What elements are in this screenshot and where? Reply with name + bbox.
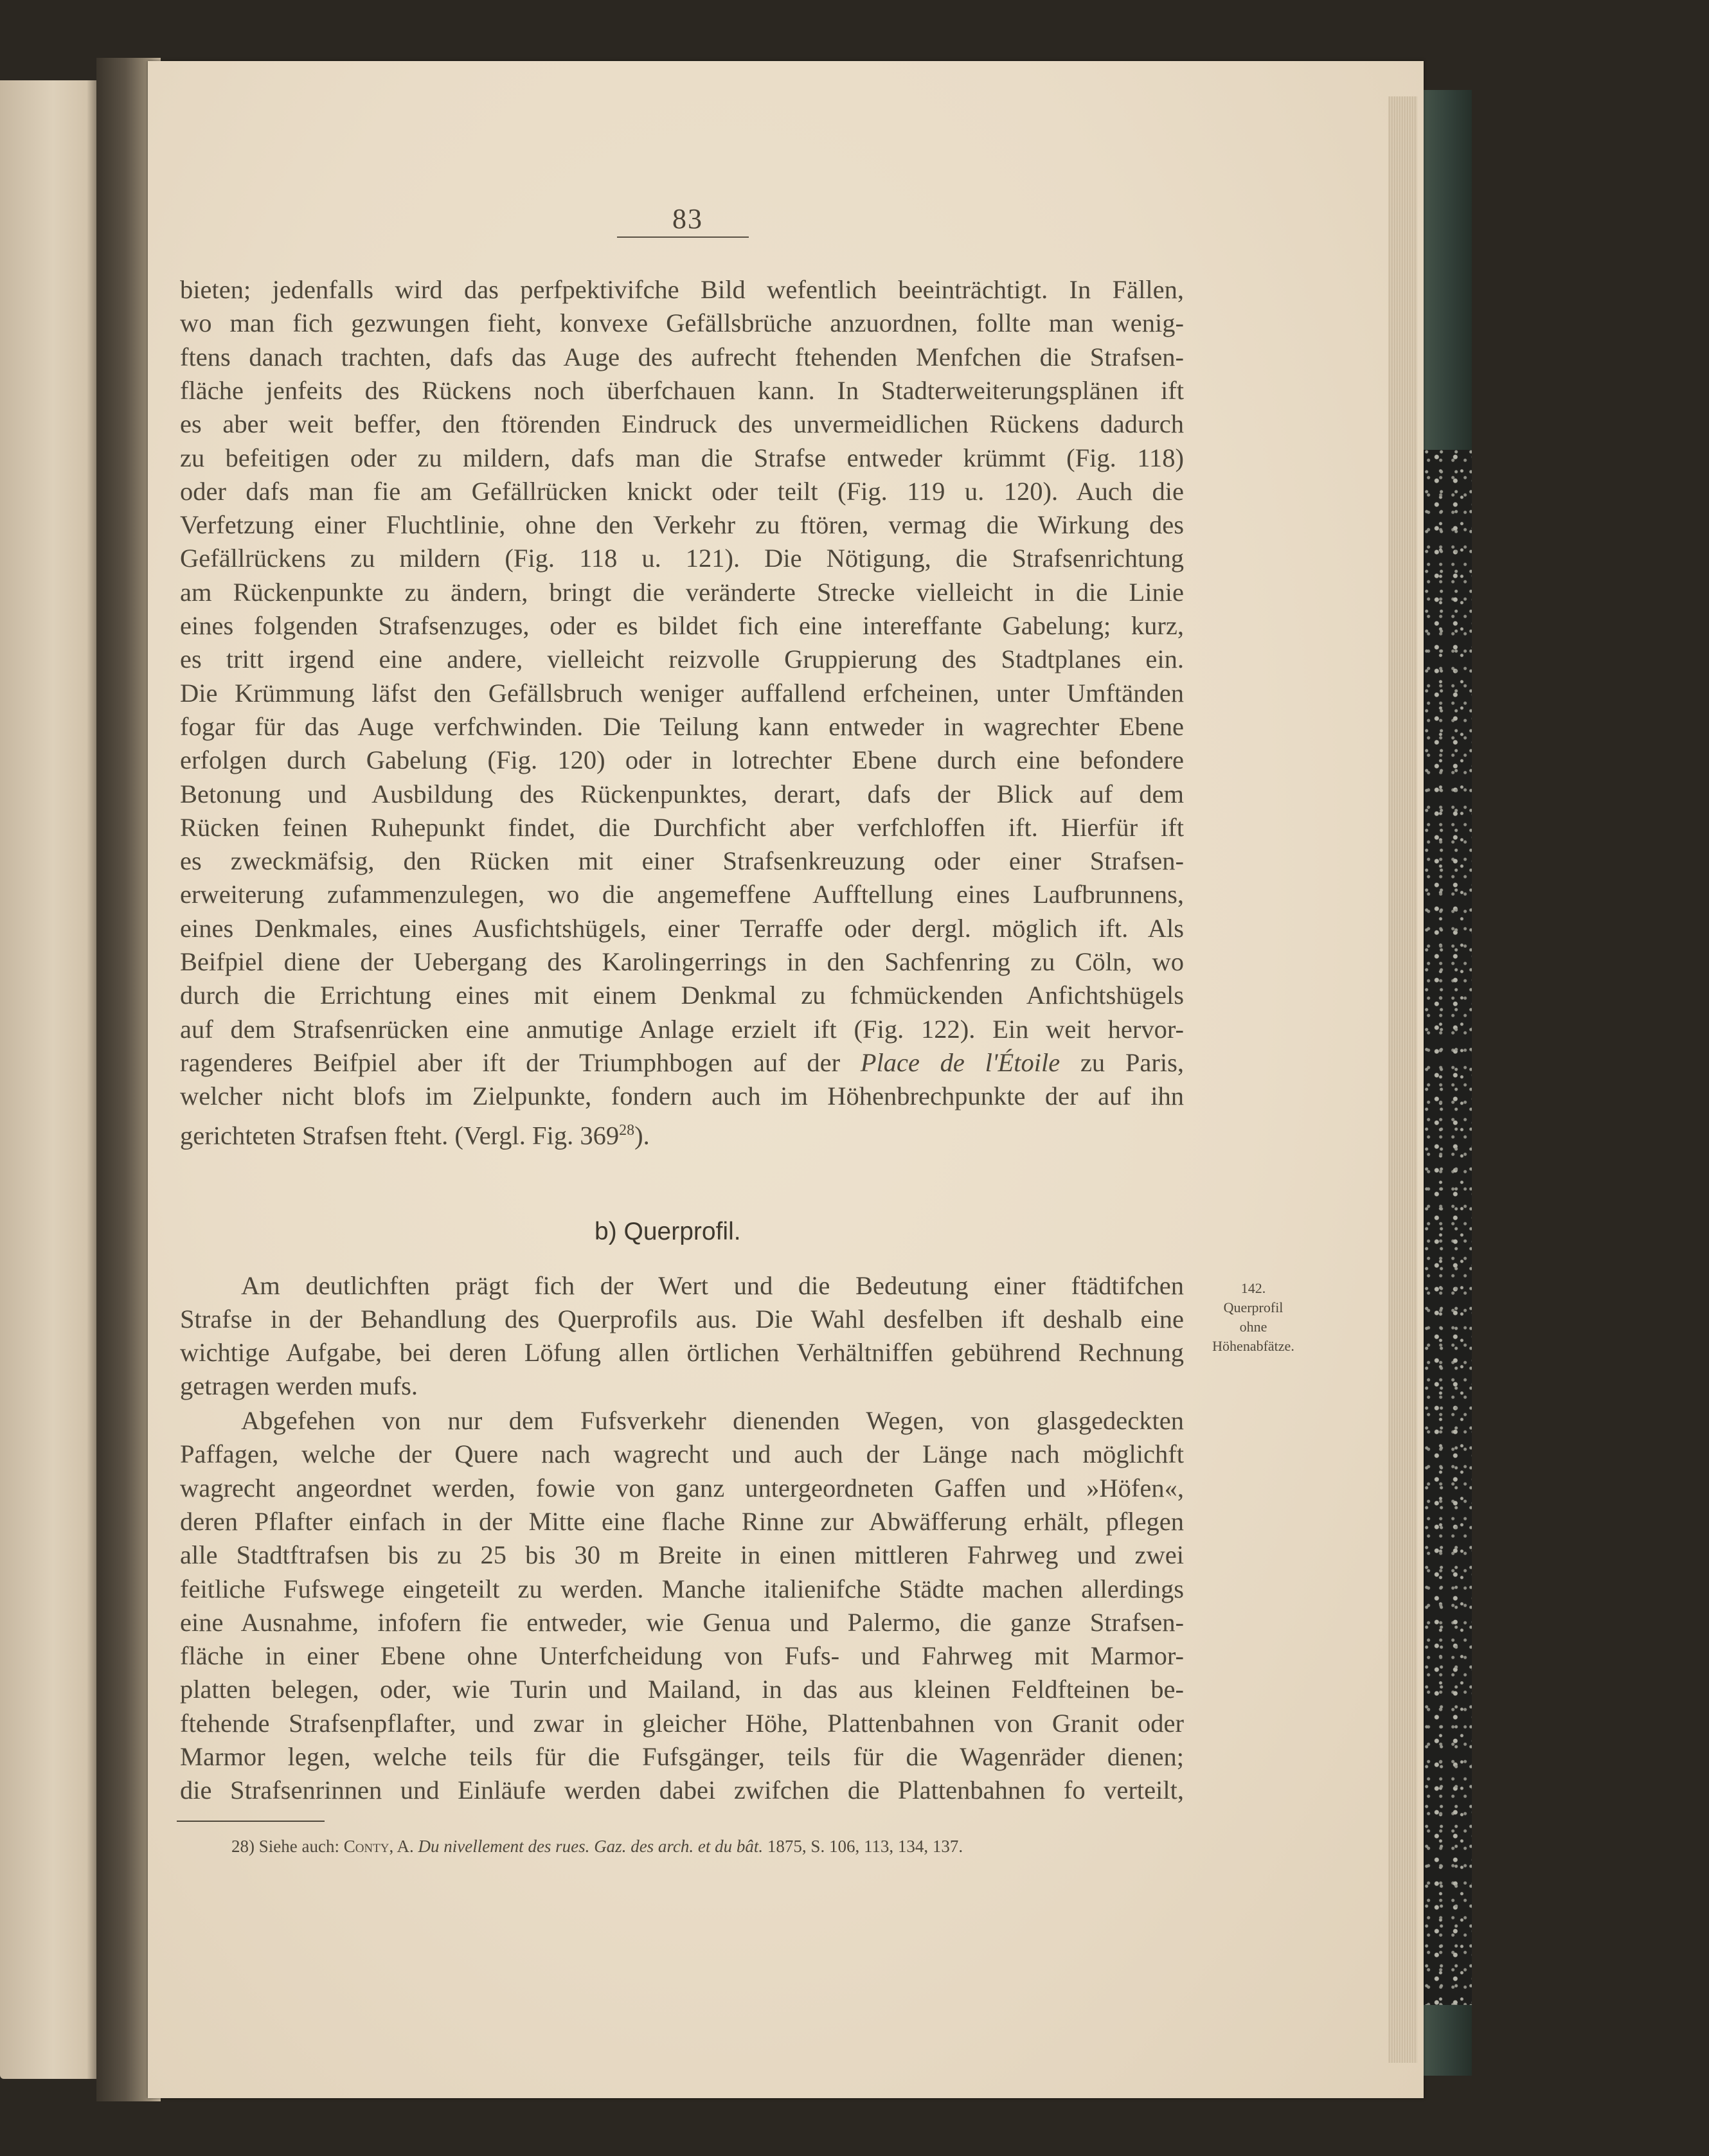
text-line: am Rückenpunkte zu ändern, bringt die veränderte Strecke vielleicht in die Linie — [180, 577, 1184, 607]
text-line: Die Krümmung läfst den Gefällsbruch weniger auffallend erfcheinen, unter Umftänden — [180, 678, 1184, 708]
text-line: Beifpiel diene der Uebergang des Karolingerrings in den Sachfenring zu Cöln, wo — [180, 947, 1184, 976]
text-line: fogar für das Auge verfchwinden. Die Teilung kann entweder in wagrechter Ebene — [180, 711, 1184, 741]
sidenote-line: Querprofil — [1223, 1299, 1284, 1315]
text-line: getragen werden mufs. — [180, 1371, 418, 1400]
text-line: Strafse in der Behandlung des Querprofils aus. Die Wahl desfelben ift deshalb eine — [180, 1305, 1184, 1333]
text-line: Rücken feinen Ruhepunkt findet, die Durchficht aber verfchloffen ift. Hierfür ift — [180, 812, 1184, 842]
text-line: fläche in einer Ebene ohne Unterfcheidung von Fufs- und Fahrweg mit Marmor- — [180, 1641, 1184, 1671]
text-line: es aber weit beffer, den ftörenden Eindruck des unvermeidlichen Rückens dadurch — [180, 409, 1184, 439]
text-line: platten belegen, oder, wie Turin und Mailand, in das aus kleinen Feldfteinen be- — [180, 1675, 1184, 1704]
text-line-with-footnote-ref — [180, 1114, 1184, 1150]
sidenote-line: Höhenabfätze. — [1212, 1338, 1294, 1354]
sidenote-line: ohne — [1239, 1319, 1267, 1335]
text-line: wo man fich gezwungen fieht, konvexe Gefällsbrüche anzuordnen, follte man wenig- — [180, 308, 1184, 338]
text-span: gerichteten Strafsen fteht. (Vergl. Fig. 369 — [180, 1121, 620, 1150]
text-span: ). — [634, 1121, 650, 1150]
text-line: Verfetzung einer Fluchtlinie, ohne den Verkehr zu ftören, vermag die Wirkung des — [180, 510, 1184, 540]
footnote-mark: 28) Siehe auch: — [231, 1837, 344, 1856]
text-line: Am deutlichften prägt fich der Wert und die Bedeutung einer ftädtifchen — [241, 1271, 1184, 1300]
text-line: eines folgenden Strafsenzuges, oder es bildet fich eine intereffante Gabelung; kurz, — [180, 611, 1184, 640]
text-line: Abgefehen von nur dem Fufsverkehr dienenden Wegen, von glasgedeckten — [241, 1406, 1184, 1435]
text-span: ragenderes Beifpiel aber ift der Triumphbogen auf der — [180, 1047, 861, 1077]
footnote-title: Du nivellement des rues. — [413, 1837, 590, 1856]
text-line: erweiterung zufammenzulegen, wo die angemeffene Aufftellung eines Laufbrunnens, — [180, 880, 1184, 909]
text-line: eines Denkmales, eines Ausfichtshügels, einer Terraffe oder dergl. möglich ift. Als — [180, 913, 1184, 943]
text-line: eine Ausnahme, infofern fie entweder, wie Genua und Palermo, die ganze Strafsen- — [180, 1607, 1184, 1637]
text-line: welcher nicht blofs im Zielpunkte, fondern auch im Höhenbrechpunkte der auf ihn — [180, 1082, 1184, 1111]
footnote-journal: Gaz. des arch. et du bât. — [589, 1837, 764, 1856]
page-number: 83 — [672, 203, 703, 235]
text-line: Betonung und Ausbildung des Rückenpunktes, derart, dafs der Blick auf dem — [180, 779, 1184, 808]
marbled-cover-paper — [1424, 450, 1472, 2005]
text-line: wagrecht angeordnet werden, fowie von ganz untergeordneten Gaffen und »Höfen«, — [180, 1473, 1184, 1502]
text-line: erfolgen durch Gabelung (Fig. 120) oder in lotrechter Ebene durch eine befondere — [180, 745, 1184, 775]
text-line: deren Pflafter einfach in der Mitte eine flache Rinne zur Abwäfferung erhält, pflegen — [180, 1506, 1184, 1536]
text-line: es tritt irgend eine andere, vielleicht reizvolle Gruppierung des Stadtplanes ein. — [180, 645, 1184, 674]
footnote-rule — [177, 1821, 325, 1822]
text-line: feitliche Fufswege eingeteilt zu werden. Manche italienifche Städte machen allerdings — [180, 1574, 1184, 1603]
footnote-reference: 28 — [619, 1121, 635, 1139]
text-line: durch die Errichtung eines mit einem Denkmal zu fchmückenden Anfichtshügels — [180, 981, 1184, 1010]
footnote-author: Conty, A. — [343, 1837, 414, 1856]
left-page-edge — [0, 80, 96, 2079]
text-line: es zweckmäfsig, den Rücken mit einer Strafsenkreuzung oder einer Strafsen- — [180, 846, 1184, 876]
section-heading: b) Querprofil. — [595, 1218, 741, 1245]
text-line: ftehende Strafsenpflafter, und zwar in gleicher Höhe, Plattenbahnen von Granit oder — [180, 1708, 1184, 1738]
text-line: zu befeitigen oder zu mildern, dafs man die Strafse entweder krümmt (Fig. 118) — [180, 443, 1184, 472]
text-line: die Strafsenrinnen und Einläufe werden dabei zwifchen die Plattenbahnen fo verteilt, — [180, 1776, 1184, 1805]
sidenote-number: 142. — [1240, 1280, 1266, 1296]
text-line: ftens danach trachten, dafs das Auge des aufrecht ftehenden Menfchen die Strafsen- — [180, 342, 1184, 371]
place-name-italic: Place de l'Étoile — [860, 1047, 1060, 1077]
text-line: fläche jenfeits des Rückens noch überfchauen kann. In Stadterweiterungsplänen ift — [180, 375, 1184, 405]
text-line: Paffagen, welche der Quere nach wagrecht und auch der Länge nach möglichft — [180, 1439, 1184, 1469]
page-number-rule — [617, 236, 749, 238]
text-line: Gefällrückens zu mildern (Fig. 118 u. 121). Die Nötigung, die Strafsenrichtung — [180, 544, 1184, 573]
text-span: zu Paris, — [1060, 1047, 1184, 1077]
footnote-details: 1875, S. 106, 113, 134, 137. — [763, 1837, 963, 1856]
text-line: Marmor legen, welche teils für die Fufsgänger, teils für die Wagenräder dienen; — [180, 1742, 1184, 1771]
text-line-place-etoile — [180, 1046, 1184, 1080]
footnote — [231, 1837, 1195, 1857]
text-line: auf dem Strafsenrücken eine anmutige Anlage erzielt ift (Fig. 122). Ein weit hervor- — [180, 1014, 1184, 1044]
text-line: bieten; jedenfalls wird das perfpektivifche Bild wefentlich beeinträchtigt. In Fällen, — [180, 275, 1184, 304]
text-line: wichtige Aufgabe, bei deren Löfung allen örtlichen Verhältniffen gebührend Rechnung — [180, 1338, 1184, 1367]
text-line: alle Stadtftrafsen bis zu 25 bis 30 m Breite in einen mittleren Fahrweg und zwei — [180, 1540, 1184, 1570]
text-line: oder dafs man fie am Gefällrücken knickt oder teilt (Fig. 119 u. 120). Auch die — [180, 476, 1184, 506]
page-block-edge — [1388, 96, 1417, 2063]
